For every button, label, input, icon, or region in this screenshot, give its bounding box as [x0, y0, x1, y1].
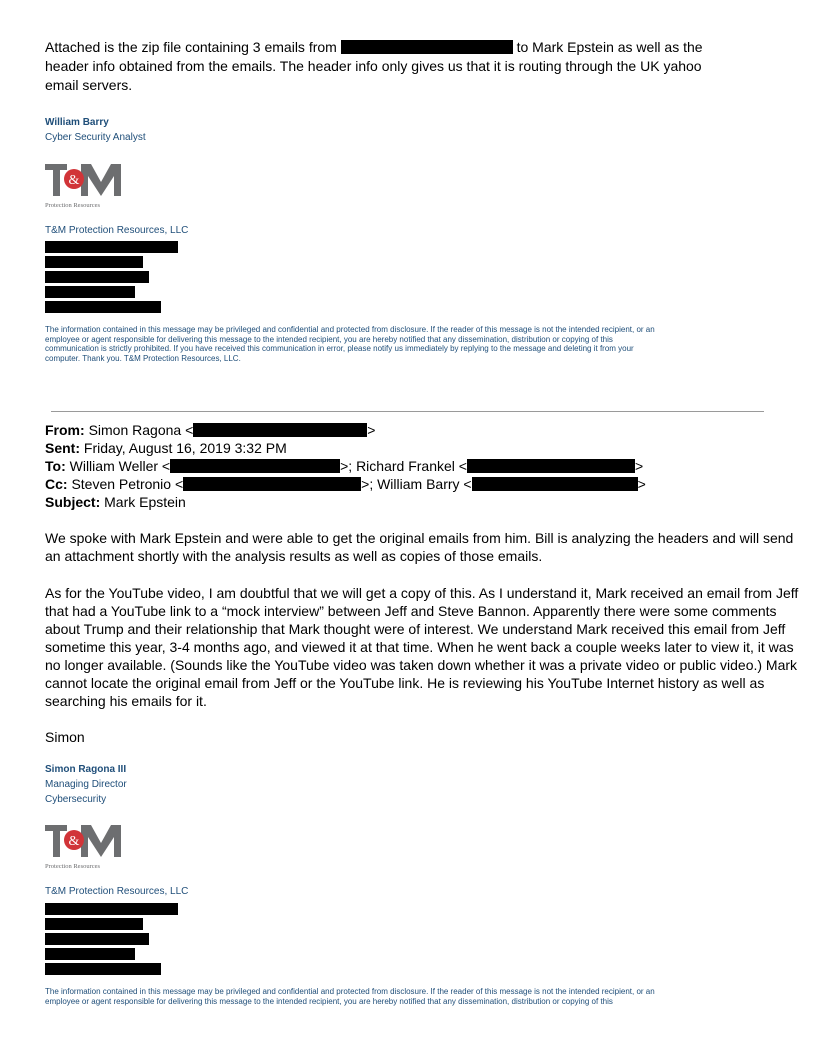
disclaimer-line: communication is strictly prohibited. If you have received this communication in error, please notify us immediately by replying to the message and deleting it from your [45, 344, 634, 353]
logo-tagline: Protection Resources [45, 202, 101, 209]
message-line: cannot locate the original email from Jeff or the YouTube link. He is reviewing his YouTube Internet history as well as [45, 675, 765, 691]
redaction-bar [341, 40, 513, 54]
to-label: To: [45, 458, 66, 474]
sig2-name: Simon Ragona III [45, 764, 127, 775]
from-value: Simon Ragona < [88, 422, 194, 438]
redaction-bar [170, 459, 340, 473]
header-cc [45, 475, 646, 493]
tm-logo [45, 162, 129, 210]
svg-text:&: & [68, 834, 80, 849]
redaction-bar [193, 423, 367, 437]
header-from [45, 421, 375, 439]
header-sent [45, 439, 287, 457]
svg-text:&: & [68, 173, 80, 188]
cc-label: Cc: [45, 476, 68, 492]
sent-value: Friday, August 16, 2019 3:32 PM [83, 440, 287, 456]
redaction-bar [45, 963, 161, 975]
tm-logo [45, 823, 129, 871]
redaction-bar [45, 933, 149, 945]
sig2-company: T&M Protection Resources, LLC [45, 886, 189, 897]
redaction-bar [45, 918, 143, 930]
message-line: an attachment shortly with the analysis results as well as copies of those emails. [45, 548, 543, 564]
message-line: As for the YouTube video, I am doubtful that we will get a copy of this. As I understand it, Mark received an email from Jeff [45, 585, 799, 601]
redaction-bar [45, 256, 143, 268]
disclaimer-line: The information contained in this message may be privileged and confidential and protected from disclosure. If the reader of this message is not the intended recipient, or an [45, 325, 655, 334]
message-line: no longer available. (Sounds like the YouTube video was taken down whether it was a private video or public video.) Mark [45, 657, 798, 673]
redaction-bar [472, 477, 638, 491]
disclaimer-line: employee or agent responsible for delivering this message to the intended recipient, you are hereby notified that any dissemination, distribution or copying of this [45, 334, 613, 344]
header-to [45, 457, 643, 475]
disclaimer-line: employee or agent responsible for delivering this message to the intended recipient, you are hereby notified that any dissemination, distribution or copying of this [45, 996, 613, 1006]
sent-label: Sent: [45, 440, 80, 456]
sig2-dept: Cybersecurity [45, 794, 107, 805]
subject-label: Subject: [45, 494, 101, 510]
message-paragraph-2 [45, 584, 798, 710]
redaction-bar [45, 286, 135, 298]
to-end: > [634, 458, 644, 474]
header-subject [45, 493, 186, 511]
cc-end: > [637, 476, 646, 492]
sig1-title: Cyber Security Analyst [45, 132, 146, 143]
message-closing: Simon [45, 729, 85, 745]
message-line: sometime this year, 3-4 months ago, and viewed it at that time. When he went back a couple weeks later to view it, it was [45, 639, 794, 655]
message-line: that had a YouTube link to a “mock interview” between Jeff and Steve Bannon. Apparently there were some comments [45, 603, 777, 619]
forward-line-1-suffix: to Mark Epstein as well as the [516, 39, 703, 55]
cc-separator: >; William Barry < [361, 476, 472, 492]
disclaimer-line: The information contained in this message may be privileged and confidential and protected from disclosure. If the reader of this message is not the intended recipient, or an [45, 987, 655, 996]
disclaimer-1 [45, 325, 780, 363]
redaction-bar [45, 948, 135, 960]
sig2-title: Managing Director [45, 779, 127, 790]
to-separator: >; Richard Frankel < [340, 458, 467, 474]
message-line: about Trump and their relationship that Mark thought were of interest. We understand Mark received this email from Jeff [45, 621, 786, 637]
forward-line-2: header info obtained from the emails. The header info only gives us that it is routing through the UK yahoo [45, 58, 702, 74]
logo-tagline: Protection Resources [45, 863, 101, 870]
disclaimer-line: computer. Thank you. T&M Protection Resources, LLC. [45, 353, 241, 363]
cc-value: Steven Petronio < [71, 476, 184, 492]
forward-line-1-prefix: Attached is the zip file containing 3 emails from [45, 39, 337, 55]
from-end: > [367, 422, 376, 438]
message-line: We spoke with Mark Epstein and were able to get the original emails from him. Bill is analyzing the headers and will send [45, 530, 794, 546]
redaction-bar [45, 241, 178, 253]
disclaimer-2 [45, 987, 780, 1006]
redaction-bar [467, 459, 635, 473]
forward-line-1 [45, 38, 703, 56]
subject-value: Mark Epstein [104, 494, 186, 510]
redaction-bar [183, 477, 361, 491]
sig1-name: William Barry [45, 117, 109, 128]
message-paragraph-1 [45, 529, 793, 565]
redaction-bar [45, 903, 178, 915]
sig1-company: T&M Protection Resources, LLC [45, 225, 189, 236]
from-label: From: [45, 422, 85, 438]
redaction-bar [45, 271, 149, 283]
to-value: William Weller < [69, 458, 171, 474]
email-separator [51, 411, 764, 412]
forward-line-3: email servers. [45, 77, 133, 93]
message-line: searching his emails for it. [45, 693, 207, 709]
redaction-bar [45, 301, 161, 313]
